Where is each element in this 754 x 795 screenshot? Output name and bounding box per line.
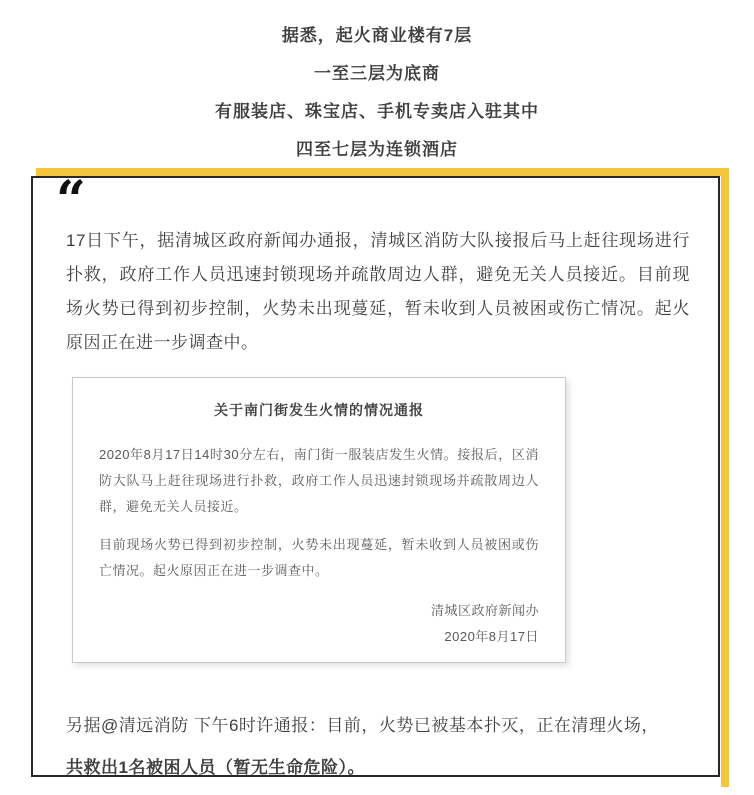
headline-line-3: 有服装店、珠宝店、手机专卖店入驻其中 <box>215 102 539 121</box>
update-highlight-text: 共救出1名被困人员（暂无生命危险）。 <box>66 758 365 777</box>
notice-paragraph-1: 2020年8月17日14时30分左右，南门街一服装店发生火情。接报后，区消防大队马上赶往现场进行扑救，政府工作人员迅速封锁现场并疏散周边人群，避免无关人员接近。 <box>99 447 539 514</box>
official-notice-image <box>72 377 566 663</box>
report-paragraph: 17日下午，据清城区政府新闻办通报，清城区消防大队接报后马上赶往现场进行扑救，政府工作人员迅速封锁现场并疏散周边人群，避免无关人员接近。目前现场火势已得到初步控制，火势未出现蔓延，暂未收到人员被困或伤亡情况。起火原因正在进一步调查中。 <box>66 231 690 352</box>
quote-box <box>31 176 720 777</box>
headline-line-4: 四至七层为连锁酒店 <box>296 140 458 159</box>
yellow-accent-top-bar <box>36 168 729 176</box>
update-section <box>66 711 690 777</box>
quote-section <box>31 176 720 777</box>
notice-title: 关于南门街发生火情的情况通报 <box>214 402 424 418</box>
headline-block <box>0 0 754 162</box>
notice-date: 2020年8月17日 <box>444 629 539 644</box>
open-quote-icon: “ <box>56 176 86 231</box>
update-text: 另据@清远消防 下午6时许通报：目前，火势已被基本扑灭，正在清理火场， <box>66 716 659 735</box>
headline-line-2: 一至三层为底商 <box>314 64 440 83</box>
yellow-accent-right-bar <box>721 168 729 787</box>
notice-signature: 清城区政府新闻办 <box>430 603 539 618</box>
headline-line-1: 据悉，起火商业楼有7层 <box>281 26 473 45</box>
notice-paragraph-2: 目前现场火势已得到初步控制，火势未出现蔓延，暂未收到人员被困或伤亡情况。起火原因正在进一步调查中。 <box>99 537 539 578</box>
